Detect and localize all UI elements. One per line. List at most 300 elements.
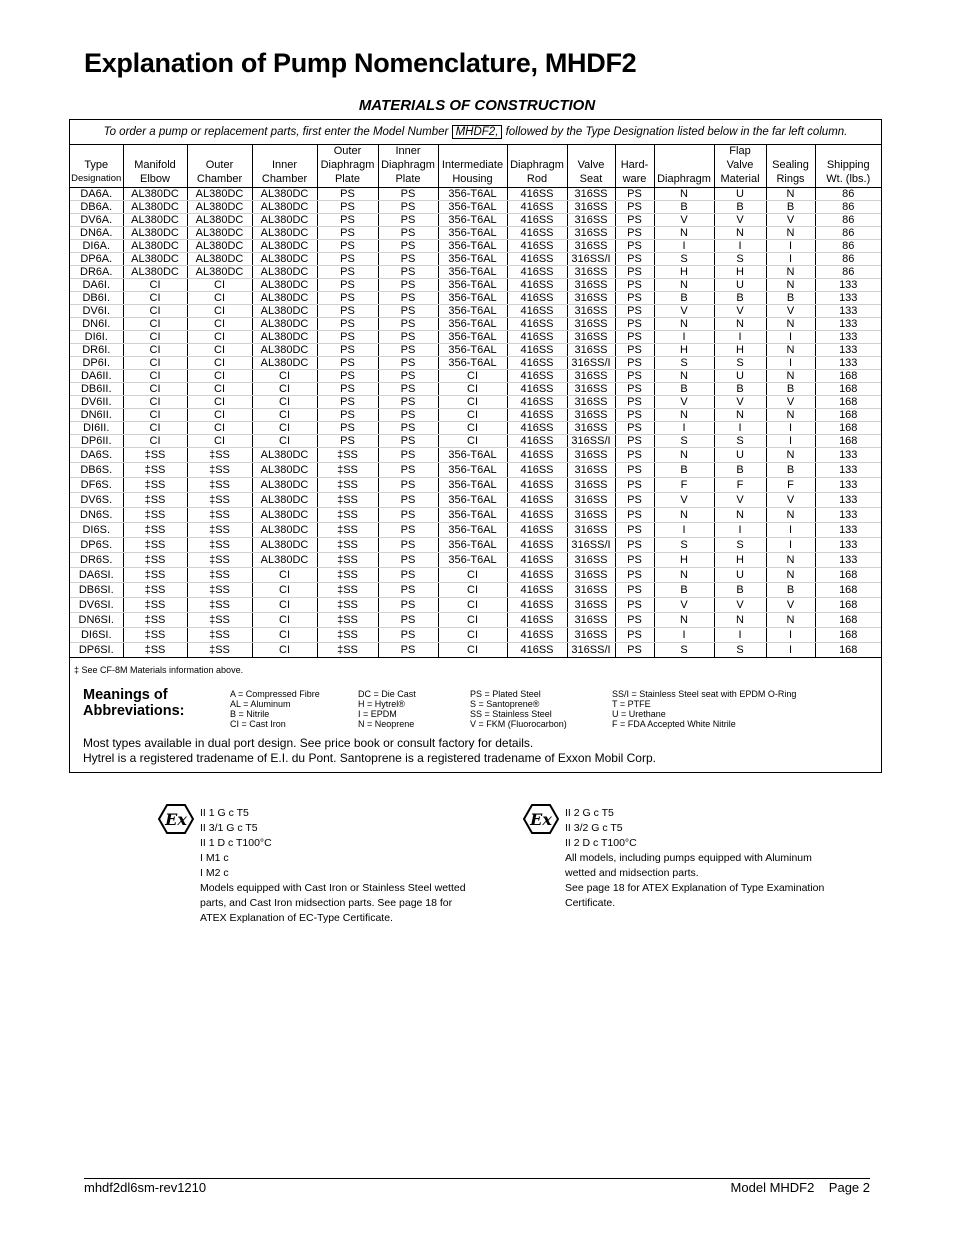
table-cell: S — [714, 643, 766, 658]
table-cell: N — [714, 409, 766, 422]
table-cell: 316SS — [567, 292, 615, 305]
table-row — [70, 227, 881, 240]
atex-line: II 2 D c T100°C — [565, 837, 637, 849]
table-cell: U — [714, 188, 766, 201]
column-header: Hard- ware — [615, 144, 654, 188]
table-cell: PS — [378, 463, 438, 478]
table-cell: ‡SS — [317, 538, 378, 553]
table-cell: S — [654, 357, 714, 370]
atex-ex-icon — [523, 803, 559, 835]
table-row — [70, 357, 881, 370]
table-cell: 168 — [815, 422, 881, 435]
table-cell: AL380DC — [123, 227, 187, 240]
atex-line: II 2 G c T5 — [565, 807, 614, 819]
table-cell: PS — [615, 188, 654, 201]
table-cell: PS — [378, 523, 438, 538]
table-cell: 356-T6AL — [438, 201, 507, 214]
table-cell: PS — [615, 568, 654, 583]
table-cell: H — [714, 344, 766, 357]
atex-ex-icon — [158, 803, 194, 835]
atex-line: II 1 D c T100°C — [200, 837, 272, 849]
type-designation-cell: DA6SI. — [70, 568, 123, 583]
table-cell: B — [714, 463, 766, 478]
table-cell: S — [714, 357, 766, 370]
column-header: Shipping Wt. (lbs.) — [815, 144, 881, 188]
table-cell: ‡SS — [123, 568, 187, 583]
table-cell: B — [654, 201, 714, 214]
table-cell: 133 — [815, 344, 881, 357]
type-designation-cell: DN6S. — [70, 508, 123, 523]
table-cell: PS — [317, 370, 378, 383]
table-cell: N — [714, 508, 766, 523]
table-cell: PS — [615, 613, 654, 628]
table-cell: 416SS — [507, 598, 567, 613]
table-cell: 416SS — [507, 613, 567, 628]
table-cell: N — [654, 568, 714, 583]
type-designation-cell: DP6A. — [70, 253, 123, 266]
table-cell: 86 — [815, 188, 881, 201]
table-cell: AL380DC — [252, 266, 317, 279]
table-cell: PS — [378, 628, 438, 643]
table-cell: CI — [438, 409, 507, 422]
table-row — [70, 279, 881, 292]
table-cell: 316SS — [567, 568, 615, 583]
table-cell: PS — [615, 318, 654, 331]
table-cell: CI — [123, 331, 187, 344]
table-cell: AL380DC — [252, 214, 317, 227]
table-cell: AL380DC — [252, 188, 317, 201]
table-cell: PS — [378, 583, 438, 598]
table-cell: 316SS — [567, 188, 615, 201]
table-cell: 356-T6AL — [438, 266, 507, 279]
table-cell: PS — [317, 188, 378, 201]
table-cell: 316SS — [567, 201, 615, 214]
table-row — [70, 331, 881, 344]
model-number-box: MHDF2, — [452, 125, 503, 139]
table-row — [70, 478, 881, 493]
table-cell: 356-T6AL — [438, 538, 507, 553]
table-row — [70, 628, 881, 643]
table-cell: 356-T6AL — [438, 344, 507, 357]
type-designation-cell: DV6A. — [70, 214, 123, 227]
footer-rule — [84, 1178, 870, 1179]
table-cell: PS — [615, 538, 654, 553]
table-cell: ‡SS — [123, 598, 187, 613]
abbreviation-column: SS/I = Stainless Steel seat with EPDM O-Ring T = PTFE U = Urethane F = FDA Accepted White Nitrile — [612, 689, 797, 729]
type-designation-cell: DN6SI. — [70, 613, 123, 628]
table-cell: PS — [317, 227, 378, 240]
table-cell: PS — [317, 266, 378, 279]
table-cell: AL380DC — [252, 493, 317, 508]
table-cell: 416SS — [507, 214, 567, 227]
table-cell: CI — [438, 583, 507, 598]
table-cell: 133 — [815, 538, 881, 553]
table-cell: ‡SS — [187, 628, 252, 643]
table-cell: N — [654, 508, 714, 523]
table-cell: CI — [438, 613, 507, 628]
table-cell: CI — [123, 422, 187, 435]
table-cell: CI — [438, 568, 507, 583]
table-cell: PS — [378, 643, 438, 658]
table-cell: CI — [123, 279, 187, 292]
table-cell: 168 — [815, 583, 881, 598]
table-cell: N — [654, 318, 714, 331]
table-cell: I — [766, 628, 815, 643]
table-cell: AL380DC — [252, 305, 317, 318]
footnotes — [83, 736, 656, 766]
table-cell: I — [766, 435, 815, 448]
table-cell: 168 — [815, 409, 881, 422]
table-cell: CI — [123, 305, 187, 318]
table-cell: V — [766, 396, 815, 409]
table-cell: N — [766, 370, 815, 383]
table-cell: V — [654, 305, 714, 318]
table-cell: ‡SS — [123, 508, 187, 523]
table-cell: 86 — [815, 227, 881, 240]
table-row — [70, 448, 881, 463]
table-cell: ‡SS — [187, 553, 252, 568]
table-row — [70, 568, 881, 583]
table-cell: AL380DC — [252, 253, 317, 266]
atex-line: All models, including pumps equipped with Aluminum — [565, 852, 812, 864]
table-cell: 316SS — [567, 598, 615, 613]
table-cell: I — [766, 240, 815, 253]
table-cell: ‡SS — [317, 508, 378, 523]
table-cell: U — [714, 448, 766, 463]
table-cell: PS — [615, 463, 654, 478]
table-cell: CI — [187, 422, 252, 435]
table-cell: CI — [123, 357, 187, 370]
table-cell: 86 — [815, 214, 881, 227]
table-cell: PS — [615, 227, 654, 240]
table-cell: PS — [378, 383, 438, 396]
table-cell: 168 — [815, 370, 881, 383]
table-cell: AL380DC — [187, 240, 252, 253]
table-cell: F — [654, 478, 714, 493]
type-designation-cell: DR6I. — [70, 344, 123, 357]
table-cell: CI — [252, 422, 317, 435]
table-cell: AL380DC — [187, 188, 252, 201]
table-cell: CI — [123, 396, 187, 409]
table-cell: PS — [378, 344, 438, 357]
table-cell: 416SS — [507, 643, 567, 658]
table-cell: V — [714, 493, 766, 508]
table-cell: ‡SS — [123, 628, 187, 643]
table-cell: AL380DC — [123, 201, 187, 214]
type-designation-cell: DR6S. — [70, 553, 123, 568]
table-cell: PS — [615, 478, 654, 493]
table-cell: PS — [378, 292, 438, 305]
table-cell: PS — [615, 344, 654, 357]
table-cell: I — [714, 331, 766, 344]
table-cell: N — [766, 227, 815, 240]
table-cell: N — [766, 188, 815, 201]
table-cell: I — [766, 357, 815, 370]
table-cell: 133 — [815, 305, 881, 318]
table-cell: PS — [615, 523, 654, 538]
table-cell: I — [654, 422, 714, 435]
table-row — [70, 305, 881, 318]
table-row — [70, 553, 881, 568]
table-cell: AL380DC — [123, 253, 187, 266]
table-cell: V — [714, 598, 766, 613]
table-cell: I — [766, 331, 815, 344]
table-cell: 416SS — [507, 493, 567, 508]
table-cell: AL380DC — [187, 266, 252, 279]
table-cell: PS — [317, 279, 378, 292]
table-cell: ‡SS — [317, 583, 378, 598]
table-cell: 416SS — [507, 305, 567, 318]
table-cell: PS — [378, 538, 438, 553]
type-designation-cell: DN6A. — [70, 227, 123, 240]
atex-line: See page 18 for ATEX Explanation of Type Examination — [565, 882, 825, 894]
table-cell: I — [766, 422, 815, 435]
table-cell: PS — [615, 628, 654, 643]
table-cell: 316SS — [567, 370, 615, 383]
footnote-line: Hytrel is a registered tradename of E.I. du Pont. Santoprene is a registered tradename of Exxon Mobil Corp. — [83, 751, 656, 765]
table-cell: 416SS — [507, 463, 567, 478]
type-designation-cell: DP6II. — [70, 435, 123, 448]
table-cell: N — [766, 344, 815, 357]
table-cell: ‡SS — [187, 598, 252, 613]
type-designation-cell: DB6II. — [70, 383, 123, 396]
materials-note: ‡ See CF-8M Materials information above. — [74, 665, 244, 675]
meanings-label: Meanings of Abbreviations: — [83, 687, 185, 719]
table-cell: AL380DC — [252, 344, 317, 357]
table-cell: 133 — [815, 448, 881, 463]
table-cell: 356-T6AL — [438, 448, 507, 463]
table-cell: CI — [187, 383, 252, 396]
table-cell: 316SS/I — [567, 538, 615, 553]
table-cell: ‡SS — [187, 478, 252, 493]
table-cell: 168 — [815, 396, 881, 409]
table-cell: AL380DC — [123, 266, 187, 279]
table-cell: B — [766, 292, 815, 305]
table-cell: CI — [187, 409, 252, 422]
table-cell: 416SS — [507, 523, 567, 538]
column-header: Diaphragm Rod — [507, 144, 567, 188]
table-cell: PS — [378, 598, 438, 613]
atex-line: II 1 G c T5 — [200, 807, 249, 819]
table-row — [70, 240, 881, 253]
table-cell: ‡SS — [317, 553, 378, 568]
table-cell: 133 — [815, 331, 881, 344]
table-row — [70, 583, 881, 598]
table-cell: 168 — [815, 383, 881, 396]
table-cell: AL380DC — [187, 227, 252, 240]
type-designation-cell: DA6S. — [70, 448, 123, 463]
table-cell: 416SS — [507, 628, 567, 643]
table-cell: PS — [615, 396, 654, 409]
table-cell: AL380DC — [252, 227, 317, 240]
table-cell: PS — [378, 279, 438, 292]
table-cell: PS — [615, 553, 654, 568]
table-cell: ‡SS — [187, 583, 252, 598]
table-cell: I — [654, 523, 714, 538]
type-designation-cell: DB6A. — [70, 201, 123, 214]
table-cell: PS — [615, 253, 654, 266]
table-cell: I — [714, 240, 766, 253]
table-cell: PS — [317, 422, 378, 435]
table-cell: CI — [438, 628, 507, 643]
table-cell: ‡SS — [123, 613, 187, 628]
table-cell: PS — [615, 383, 654, 396]
table-cell: AL380DC — [252, 553, 317, 568]
footer-doc-id: mhdf2dl6sm-rev1210 — [84, 1180, 207, 1195]
table-row — [70, 292, 881, 305]
table-row — [70, 508, 881, 523]
type-designation-cell: DP6SI. — [70, 643, 123, 658]
table-cell: CI — [187, 331, 252, 344]
column-header: Inner Chamber — [252, 144, 317, 188]
table-cell: N — [766, 318, 815, 331]
table-cell: N — [714, 318, 766, 331]
table-cell: AL380DC — [123, 214, 187, 227]
type-designation-cell: DI6II. — [70, 422, 123, 435]
table-cell: 316SS — [567, 448, 615, 463]
table-cell: CI — [438, 370, 507, 383]
table-cell: 416SS — [507, 201, 567, 214]
table-row — [70, 435, 881, 448]
table-cell: V — [714, 396, 766, 409]
table-cell: PS — [378, 188, 438, 201]
table-cell: 316SS — [567, 214, 615, 227]
table-cell: AL380DC — [252, 331, 317, 344]
table-header-row — [70, 144, 881, 188]
table-cell: PS — [615, 266, 654, 279]
materials-box — [69, 119, 882, 773]
column-header: Flap Valve Material — [714, 144, 766, 188]
table-cell: CI — [438, 422, 507, 435]
type-designation-cell: DV6SI. — [70, 598, 123, 613]
table-cell: B — [766, 463, 815, 478]
table-cell: 416SS — [507, 448, 567, 463]
table-cell: ‡SS — [187, 568, 252, 583]
table-cell: B — [654, 583, 714, 598]
table-cell: 168 — [815, 568, 881, 583]
table-cell: PS — [378, 613, 438, 628]
table-cell: 356-T6AL — [438, 253, 507, 266]
type-designation-cell: DA6II. — [70, 370, 123, 383]
table-row — [70, 188, 881, 201]
table-cell: 416SS — [507, 188, 567, 201]
table-row — [70, 422, 881, 435]
table-cell: ‡SS — [187, 508, 252, 523]
table-cell: 416SS — [507, 568, 567, 583]
table-cell: I — [766, 538, 815, 553]
atex-line: II 3/1 G c T5 — [200, 822, 258, 834]
type-designation-cell: DB6SI. — [70, 583, 123, 598]
table-cell: 356-T6AL — [438, 240, 507, 253]
table-cell: AL380DC — [252, 240, 317, 253]
table-cell: CI — [438, 643, 507, 658]
table-cell: PS — [615, 409, 654, 422]
table-row — [70, 266, 881, 279]
table-cell: PS — [378, 253, 438, 266]
table-cell: ‡SS — [317, 478, 378, 493]
table-cell: PS — [378, 331, 438, 344]
table-cell: I — [654, 628, 714, 643]
table-cell: CI — [252, 568, 317, 583]
instruction-after: followed by the Type Designation listed below in the far left column. — [505, 126, 848, 138]
table-cell: CI — [252, 409, 317, 422]
table-cell: AL380DC — [252, 279, 317, 292]
table-cell: 316SS/I — [567, 435, 615, 448]
table-cell: 416SS — [507, 318, 567, 331]
table-cell: 416SS — [507, 266, 567, 279]
table-cell: PS — [615, 422, 654, 435]
table-cell: ‡SS — [317, 463, 378, 478]
table-row — [70, 598, 881, 613]
table-cell: 316SS — [567, 422, 615, 435]
section-subtitle: MATERIALS OF CONSTRUCTION — [358, 97, 596, 114]
table-cell: AL380DC — [252, 201, 317, 214]
table-cell: CI — [438, 396, 507, 409]
table-cell: F — [714, 478, 766, 493]
table-cell: 168 — [815, 613, 881, 628]
column-header: Inner Diaphragm Plate — [378, 144, 438, 188]
table-cell: I — [766, 253, 815, 266]
table-cell: PS — [378, 240, 438, 253]
column-header: Intermediate Housing — [438, 144, 507, 188]
table-cell: 316SS — [567, 396, 615, 409]
table-cell: 356-T6AL — [438, 508, 507, 523]
table-cell: I — [766, 643, 815, 658]
table-cell: 416SS — [507, 240, 567, 253]
table-cell: I — [714, 422, 766, 435]
table-cell: 316SS — [567, 478, 615, 493]
table-cell: PS — [378, 478, 438, 493]
atex-line: II 3/2 G c T5 — [565, 822, 623, 834]
footer-page: Model MHDF2 Page 2 — [730, 1180, 870, 1195]
table-cell: CI — [252, 628, 317, 643]
type-designation-cell: DN6II. — [70, 409, 123, 422]
table-row — [70, 396, 881, 409]
table-cell: PS — [378, 318, 438, 331]
table-cell: 416SS — [507, 370, 567, 383]
table-cell: PS — [317, 383, 378, 396]
table-cell: ‡SS — [123, 448, 187, 463]
table-cell: I — [714, 523, 766, 538]
atex-line: Models equipped with Cast Iron or Stainless Steel wetted — [200, 882, 466, 894]
table-cell: AL380DC — [123, 240, 187, 253]
table-cell: ‡SS — [123, 583, 187, 598]
table-cell: N — [714, 227, 766, 240]
table-cell: CI — [123, 435, 187, 448]
table-cell: AL380DC — [252, 463, 317, 478]
table-cell: N — [654, 613, 714, 628]
table-cell: N — [766, 448, 815, 463]
table-cell: H — [654, 553, 714, 568]
table-cell: CI — [187, 305, 252, 318]
table-cell: AL380DC — [252, 478, 317, 493]
abbreviation-column: PS = Plated Steel S = Santoprene® SS = Stainless Steel V = FKM (Fluorocarbon) — [470, 689, 567, 729]
table-cell: PS — [615, 370, 654, 383]
abbreviation-column: A = Compressed Fibre AL = Aluminum B = Nitrile CI = Cast Iron — [230, 689, 320, 729]
table-cell: U — [714, 279, 766, 292]
table-cell: H — [654, 266, 714, 279]
table-cell: V — [714, 214, 766, 227]
table-cell: PS — [317, 292, 378, 305]
table-cell: 356-T6AL — [438, 463, 507, 478]
table-cell: PS — [615, 435, 654, 448]
table-cell: CI — [187, 344, 252, 357]
table-cell: ‡SS — [317, 523, 378, 538]
column-header: Outer Chamber — [187, 144, 252, 188]
table-cell: B — [766, 383, 815, 396]
table-cell: 86 — [815, 266, 881, 279]
table-cell: CI — [252, 598, 317, 613]
